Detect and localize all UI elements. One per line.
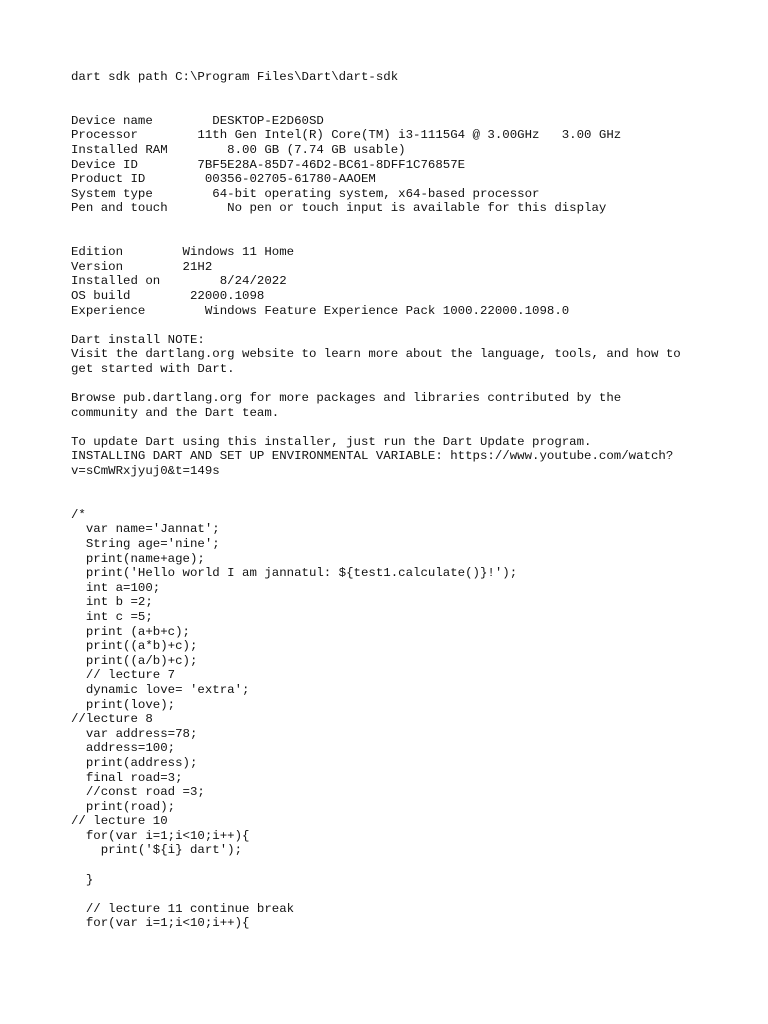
- document-line: Experience Windows Feature Experience Pack 1000.22000.1098.0: [71, 303, 570, 318]
- document-line: print (a+b+c);: [71, 624, 190, 639]
- document-line: Visit the dartlang.org website to learn more about the language, tools, and how to: [71, 347, 681, 362]
- document-line: [71, 318, 751, 333]
- document-line: // lecture 11 continue break: [71, 901, 295, 916]
- document-line: var address=78;: [71, 726, 198, 741]
- document-line: int c =5;: [71, 609, 153, 624]
- document-line: dart sdk path C:\Program Files\Dart\dart-sdk: [71, 70, 399, 84]
- document-line: print((a*b)+c);: [71, 639, 198, 654]
- document-line: for(var i=1;i<10;i++){: [71, 828, 250, 843]
- document-line: [71, 887, 751, 902]
- document-line: int a=100;: [71, 580, 161, 595]
- document-line: //lecture 8: [71, 712, 153, 727]
- document-line: // lecture 7: [71, 668, 176, 683]
- document-line: [71, 85, 751, 100]
- document-line: [71, 231, 751, 246]
- document-line: String age='nine';: [71, 537, 220, 551]
- document-line: get started with Dart.: [71, 361, 235, 376]
- document-line: print((a/b)+c);: [71, 653, 198, 668]
- document-line: print('${i} dart');: [71, 843, 243, 858]
- document-line: Device ID 7BF5E28A-85D7-46D2-BC61-8DFF1C76857E: [71, 157, 466, 172]
- document-line: print(road);: [71, 799, 176, 814]
- document-line: Processor 11th Gen Intel(R) Core(TM) i3-1115G4 @ 3.00GHz 3.00 GHz: [71, 128, 622, 143]
- document-line: community and the Dart team.: [71, 405, 280, 420]
- document-line: System type 64-bit operating system, x64-based processor: [71, 186, 540, 201]
- document-line: Installed RAM 8.00 GB (7.74 GB usable): [71, 142, 406, 157]
- document-line: [71, 858, 751, 873]
- document-line: Edition Windows 11 Home: [71, 245, 295, 260]
- document-line: Browse pub.dartlang.org for more packages and libraries contributed by the: [71, 391, 622, 406]
- document-line: for(var i=1;i<10;i++){: [71, 916, 250, 931]
- document-line: Device name DESKTOP-E2D60SD: [71, 113, 324, 128]
- document-line: INSTALLING DART AND SET UP ENVIRONMENTAL VARIABLE: https://www.youtube.com/watch?: [71, 449, 674, 464]
- document-line: Dart install NOTE:: [71, 332, 205, 347]
- document-line: v=sCmWRxjyuj0&t=149s: [71, 464, 220, 479]
- document-line: print('Hello world I am jannatul: ${test1.calculate()}!');: [71, 566, 518, 581]
- document-line: //const road =3;: [71, 785, 205, 800]
- document-line: Version 21H2: [71, 259, 213, 274]
- document-line: print(name+age);: [71, 551, 205, 566]
- document-line: [71, 99, 751, 114]
- document-line: [71, 420, 751, 435]
- document-line: /*: [71, 507, 86, 522]
- document-line: address=100;: [71, 741, 176, 756]
- document-line: Product ID 00356-02705-61780-AAOEM: [71, 172, 376, 187]
- document-line: Installed on 8/24/2022: [71, 274, 287, 289]
- document-line: OS build 22000.1098: [71, 288, 265, 303]
- document-line: Pen and touch No pen or touch input is available for this display: [71, 201, 607, 216]
- document-line: dynamic love= 'extra';: [71, 682, 250, 697]
- document-line: }: [71, 872, 94, 887]
- document-line: [71, 479, 751, 494]
- document-line: var name='Jannat';: [71, 522, 220, 537]
- document-line: print(love);: [71, 697, 176, 712]
- document-line: int b =2;: [71, 595, 153, 610]
- document-page: [71, 70, 751, 931]
- document-line: // lecture 10: [71, 814, 168, 829]
- document-line: final road=3;: [71, 770, 183, 785]
- document-line: [71, 493, 751, 508]
- document-line: To update Dart using this installer, just run the Dart Update program.: [71, 434, 592, 449]
- document-line: [71, 216, 751, 231]
- document-line: print(address);: [71, 755, 198, 770]
- document-line: [71, 376, 751, 391]
